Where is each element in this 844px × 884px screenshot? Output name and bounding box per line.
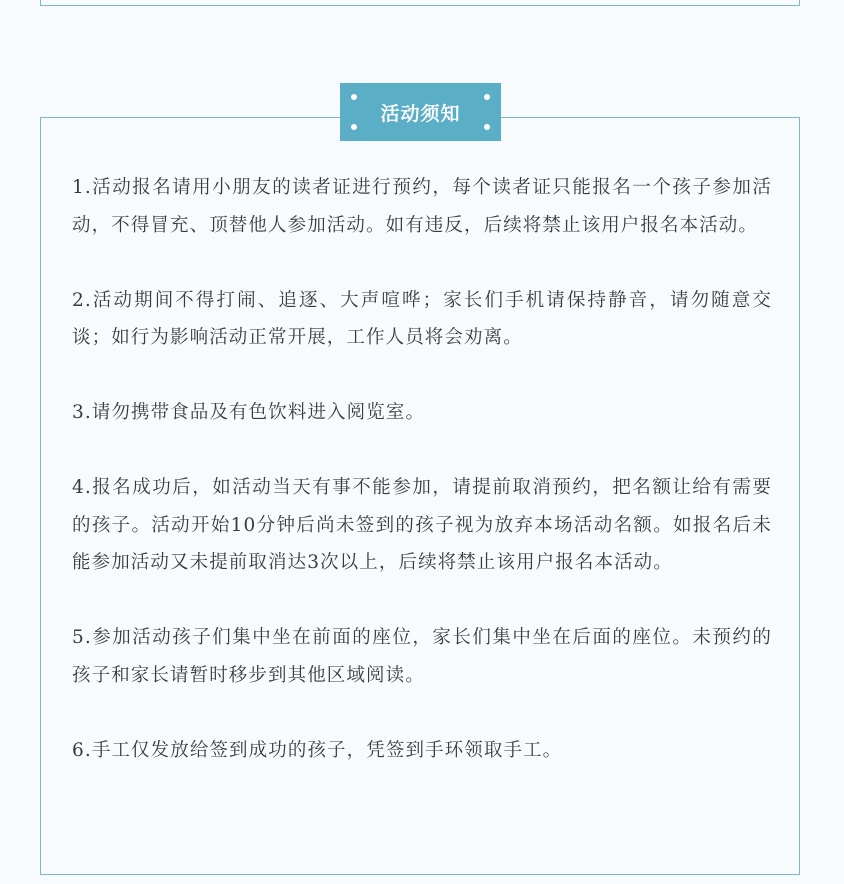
previous-section-box — [40, 0, 800, 6]
section-title: 活动须知 — [380, 102, 461, 125]
notice-item-1: 1.活动报名请用小朋友的读者证进行预约，每个读者证只能报名一个孩子参加活动，不得冒充、顶替他人参加活动。如有违反，后续将禁止该用户报名本活动。 — [72, 177, 772, 236]
notice-item-3: 3.请勿携带食品及有色饮料进入阅览室。 — [72, 402, 426, 423]
decorative-dot-icon — [484, 124, 490, 130]
notice-list — [72, 169, 772, 769]
decorative-dot-icon — [351, 124, 357, 130]
section-title-tab — [340, 83, 501, 141]
decorative-dot-icon — [484, 94, 490, 100]
decorative-dot-icon — [351, 94, 357, 100]
notice-item-2: 2.活动期间不得打闹、追逐、大声喧哗；家长们手机请保持静音，请勿随意交谈；如行为影响活动正常开展，工作人员将会劝离。 — [72, 289, 772, 348]
notice-item-5: 5.参加活动孩子们集中坐在前面的座位，家长们集中坐在后面的座位。未预约的孩子和家长请暂时移步到其他区域阅读。 — [72, 627, 772, 686]
notice-item-4: 4.报名成功后，如活动当天有事不能参加，请提前取消预约，把名额让给有需要的孩子。活动开始10分钟后尚未签到的孩子视为放弃本场活动名额。如报名后未能参加活动又未提前取消达3次以上，后续将禁止该用户报名本活动。 — [72, 477, 772, 573]
notice-item-6: 6.手工仅发放给签到成功的孩子，凭签到手环领取手工。 — [72, 739, 563, 761]
